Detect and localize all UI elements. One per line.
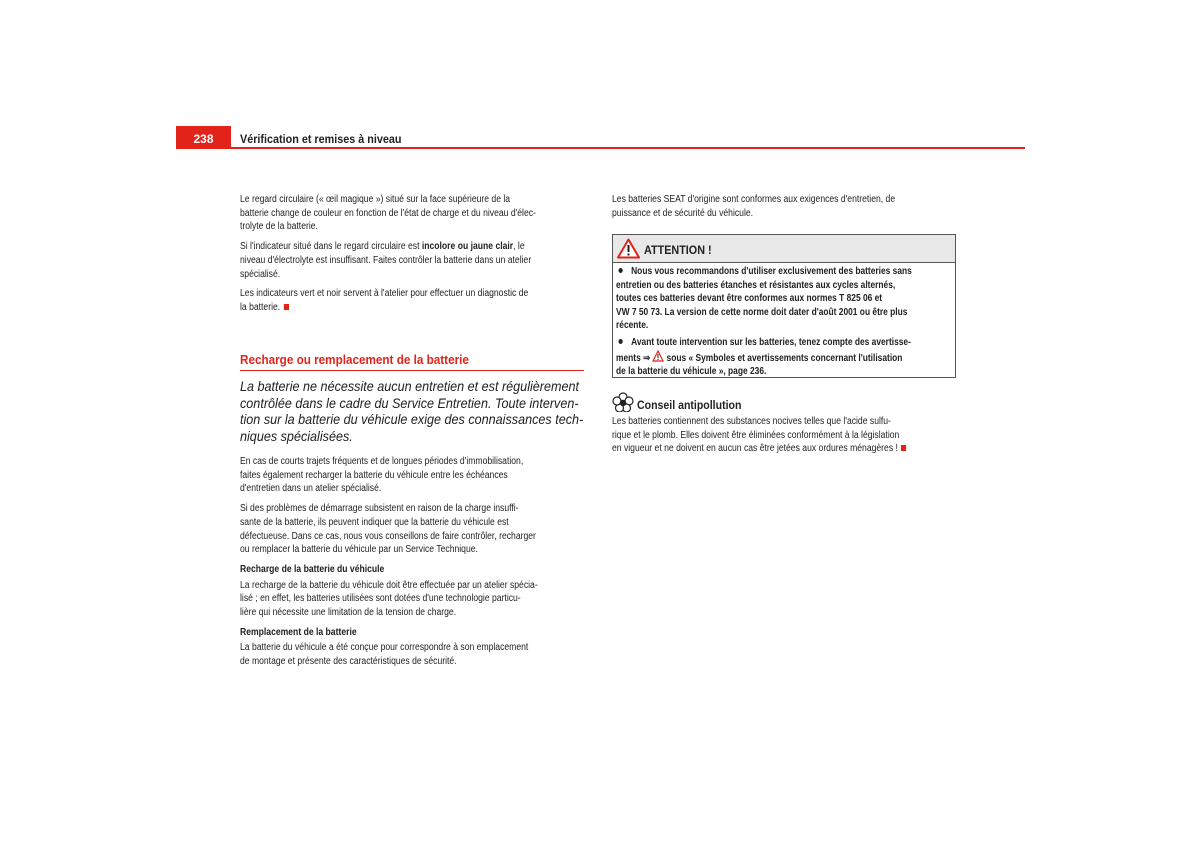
text-line bbox=[612, 207, 895, 221]
chapter-title: Vérification et remises à niveau bbox=[240, 132, 402, 146]
paragraph bbox=[240, 641, 538, 668]
text-line bbox=[612, 415, 906, 429]
text-line bbox=[240, 378, 583, 395]
text-line bbox=[240, 287, 536, 301]
text: contrôlée dans le cadre du Service Entretien. Toute interven- bbox=[240, 394, 579, 411]
text: VW 7 50 73. La version de cette norme doit dater d'août 2001 ou être plus bbox=[616, 306, 908, 318]
text: Les batteries SEAT d'origine sont conformes aux exigences d'entretien, de bbox=[612, 194, 896, 205]
bullet-icon bbox=[619, 268, 623, 273]
text-line bbox=[240, 592, 538, 606]
text: faites également recharger la batterie du véhicule entre les échéances bbox=[240, 469, 508, 481]
warning-triangle-icon bbox=[652, 350, 664, 362]
text: tion sur la batterie du véhicule exige des connaissances tech- bbox=[240, 411, 584, 428]
text-line bbox=[240, 579, 538, 593]
page-number: 238 bbox=[176, 126, 231, 148]
text: de montage et présente des caractéristiques de sécurité. bbox=[240, 656, 457, 668]
paragraph bbox=[240, 240, 536, 281]
text-line bbox=[240, 469, 538, 483]
text: entretien ou des batteries étanches et résistantes aux cycles alternés, bbox=[616, 279, 896, 291]
bullet-icon bbox=[619, 339, 623, 344]
warning-title: ATTENTION ! bbox=[644, 243, 712, 257]
text-line: spécialisé. bbox=[240, 268, 281, 280]
end-marker-icon bbox=[901, 445, 906, 451]
warning-item bbox=[616, 336, 912, 379]
text-line: niveau d'électrolyte est insuffisant. Faites contrôler la batterie dans un atelier bbox=[240, 254, 532, 266]
warning-body bbox=[616, 265, 912, 379]
section-heading bbox=[240, 352, 584, 371]
text-line bbox=[616, 265, 912, 279]
text-line bbox=[612, 429, 906, 443]
text-line bbox=[240, 606, 538, 620]
end-marker-icon bbox=[284, 304, 289, 310]
left-column-top bbox=[240, 193, 536, 321]
text-line bbox=[616, 279, 912, 293]
eco-text bbox=[612, 415, 906, 456]
text-line: de la batterie du véhicule », page 236. bbox=[616, 366, 767, 378]
text: niques spécialisées. bbox=[240, 428, 353, 445]
paragraph bbox=[240, 502, 538, 557]
warning-triangle-icon bbox=[617, 238, 640, 259]
eco-heading bbox=[612, 392, 756, 412]
paragraph bbox=[240, 579, 538, 620]
text: lisé ; en effet, les batteries utilisées sont dotées d'une technologie particu- bbox=[240, 593, 521, 605]
text: rique et le plomb. Elles doivent être éliminées conformément à la législation bbox=[612, 429, 900, 441]
text-line bbox=[240, 482, 538, 496]
text-line bbox=[240, 641, 538, 655]
text-line bbox=[240, 502, 538, 516]
text: Nous vous recommandons d'utiliser exclusivement des batteries sans bbox=[631, 266, 912, 277]
text: Le regard circulaire (« œil magique ») situé sur la face supérieure de la bbox=[240, 194, 511, 205]
text-line bbox=[240, 516, 538, 530]
left-column-bottom bbox=[240, 455, 538, 675]
text: La batterie ne nécessite aucun entretien et est régulièrement bbox=[240, 378, 580, 394]
text: la batterie. bbox=[240, 301, 281, 313]
bold-text: incolore ou jaune clair bbox=[421, 241, 514, 253]
text: batterie change de couleur en fonction de l'état de charge et du niveau d'élec- bbox=[240, 207, 536, 219]
paragraph bbox=[240, 287, 536, 314]
text: Les batteries contiennent des substances nocives telles que l'acide sulfu- bbox=[612, 416, 891, 427]
text-line bbox=[240, 301, 536, 315]
text-line bbox=[240, 530, 538, 544]
text-line bbox=[616, 292, 912, 306]
text-line bbox=[240, 395, 583, 412]
subheading: Recharge de la batterie du véhicule bbox=[240, 563, 385, 575]
text: En cas de courts trajets fréquents et de longues périodes d'immobilisation, bbox=[240, 456, 524, 467]
text: Les indicateurs vert et noir servent à l'atelier pour effectuer un diagnostic de bbox=[240, 288, 529, 300]
text-line bbox=[240, 220, 536, 234]
text-line bbox=[240, 193, 536, 207]
text: défectueuse. Dans ce cas, nous vous conseillons de faire contrôler, recharger bbox=[240, 530, 536, 542]
text: sous « Symboles et avertissements concernant l'utilisation bbox=[664, 352, 903, 364]
text: Si des problèmes de démarrage subsistent en raison de la charge insuffi- bbox=[240, 503, 519, 515]
text-line bbox=[616, 319, 912, 333]
eco-title: Conseil antipollution bbox=[637, 398, 742, 412]
warning-item bbox=[616, 265, 912, 333]
text-line bbox=[240, 655, 538, 669]
text-line bbox=[240, 543, 538, 557]
section-title: Recharge ou remplacement de la batterie bbox=[240, 352, 469, 367]
header-rule bbox=[176, 147, 1025, 149]
paragraph bbox=[240, 193, 536, 234]
text-line bbox=[240, 455, 538, 469]
text: récente. bbox=[616, 320, 649, 332]
text: Si l'indicateur situé dans le regard circulaire est bbox=[240, 241, 422, 253]
flower-eco-icon bbox=[612, 392, 634, 412]
text: , le bbox=[513, 241, 525, 253]
text: toutes ces batteries devant être conformes aux normes T 825 06 et bbox=[616, 293, 883, 305]
subheading: Remplacement de la batterie bbox=[240, 626, 357, 638]
text-line bbox=[240, 207, 536, 221]
text: lière qui nécessite une limitation de la tension de charge. bbox=[240, 607, 457, 619]
text-line bbox=[240, 411, 583, 428]
warning-box bbox=[612, 234, 956, 378]
text-line bbox=[612, 442, 906, 456]
section-intro bbox=[240, 378, 583, 445]
text: trolyte de la batterie. bbox=[240, 221, 318, 233]
text: sante de la batterie, ils peuvent indiquer que la batterie du véhicule est bbox=[240, 516, 509, 528]
text: en vigueur et ne doivent en aucun cas être jetées aux ordures ménagères ! bbox=[612, 443, 898, 455]
text: La recharge de la batterie du véhicule doit être effectuée par un atelier spécia- bbox=[240, 579, 538, 591]
warning-header bbox=[613, 235, 955, 263]
text: d'entretien dans un atelier spécialisé. bbox=[240, 483, 382, 495]
text: ou remplacer la batterie du véhicule par un Service Technique. bbox=[240, 544, 478, 556]
text: puissance et de sécurité du véhicule. bbox=[612, 207, 754, 219]
right-column-intro bbox=[612, 193, 895, 220]
text: La batterie du véhicule a été conçue pour correspondre à son emplacement bbox=[240, 642, 529, 654]
text-line bbox=[612, 193, 895, 207]
text-line bbox=[240, 428, 583, 445]
paragraph bbox=[240, 455, 538, 496]
text-line bbox=[616, 306, 912, 320]
text: Avant toute intervention sur les batteries, tenez compte des avertisse- bbox=[631, 336, 911, 348]
text: ments ⇒ bbox=[616, 352, 653, 364]
